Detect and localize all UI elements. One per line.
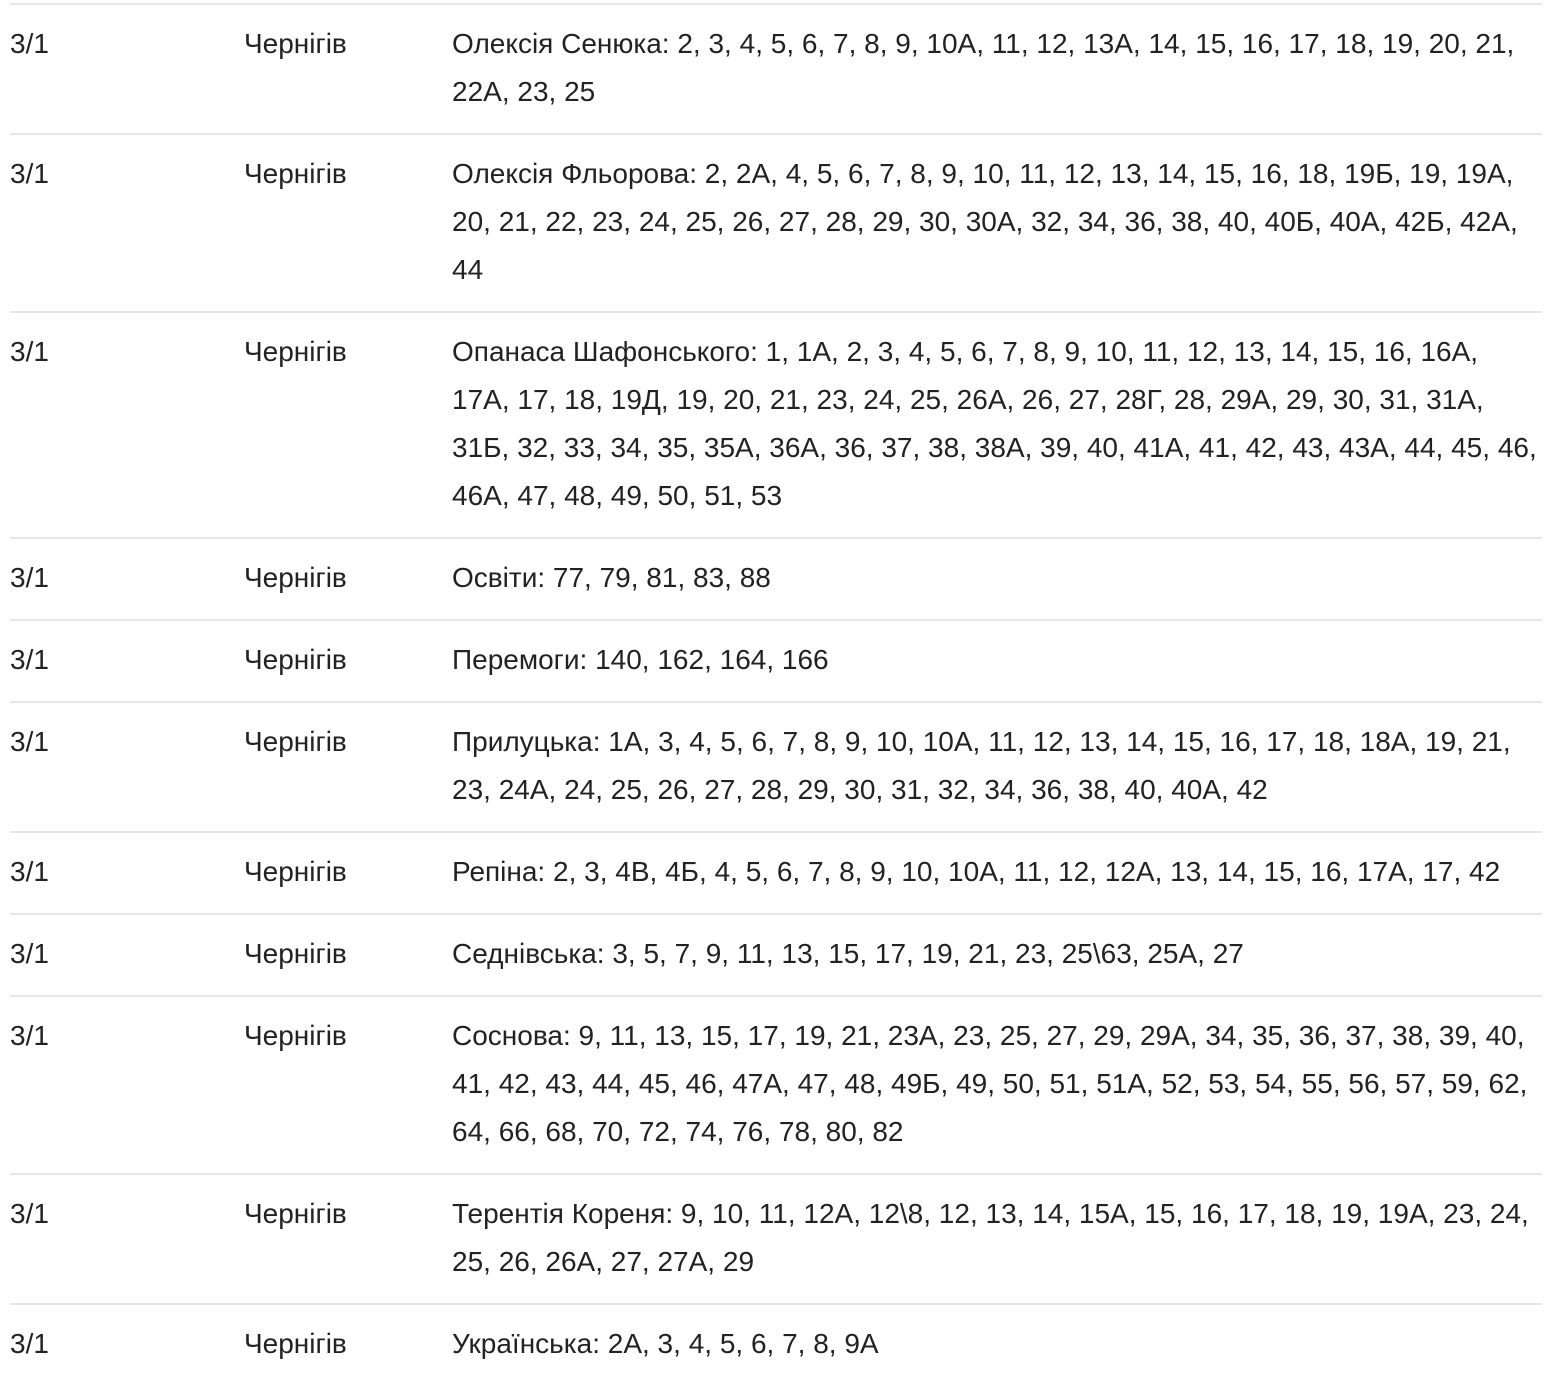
queue-group-cell: 3/1 — [10, 832, 244, 914]
addresses-cell: Седнівська: 3, 5, 7, 9, 11, 13, 15, 17, 19, 21, 23, 25\63, 25А, 27 — [452, 914, 1542, 996]
table-row — [10, 134, 1542, 312]
addresses-cell: Терентія Кореня: 9, 10, 11, 12А, 12\8, 12, 13, 14, 15А, 15, 16, 17, 18, 19, 19А, 23, 24, 25, 26, 26А, 27, 27А, 29 — [452, 1174, 1542, 1304]
addresses-cell: Опанаса Шафонського: 1, 1А, 2, 3, 4, 5, 6, 7, 8, 9, 10, 11, 12, 13, 14, 15, 16, 16А, 17А, 17, 18, 19Д, 19, 20, 21, 23, 24, 25, 26А, 26, 27, 28Г, 28, 29А, 29, 30, 31, 31А, 31Б, 32, 33, 34, 35, 35А, 36А, 36, 37, 38, 38А, 39, 40, 41А, 41, 42, 43, 43А, 44, 45, 46, 46А, 47, 48, 49, 50, 51, 53 — [452, 312, 1542, 538]
city-cell: Чернігів — [244, 832, 452, 914]
city-cell: Чернігів — [244, 1328, 347, 1359]
queue-group-cell: 3/1 — [10, 312, 244, 538]
table-row — [10, 1304, 1542, 1385]
table-row — [10, 312, 1542, 538]
queue-group-cell: 3/1 — [10, 1174, 244, 1304]
queue-group-cell: 3/1 — [10, 996, 244, 1174]
outage-schedule-table — [10, 3, 1542, 1385]
table-row — [10, 620, 1542, 702]
addresses-cell: Перемоги: 140, 162, 164, 166 — [452, 620, 1542, 702]
table-row — [10, 4, 1542, 134]
addresses-cell: Репіна: 2, 3, 4В, 4Б, 4, 5, 6, 7, 8, 9, 10, 10А, 11, 12, 12А, 13, 14, 15, 16, 17А, 17, 42 — [452, 832, 1542, 914]
city-cell: Чернігів — [244, 914, 452, 996]
addresses-cell: Соснова: 9, 11, 13, 15, 17, 19, 21, 23А, 23, 25, 27, 29, 29А, 34, 35, 36, 37, 38, 39, 40, 41, 42, 43, 44, 45, 46, 47А, 47, 48, 49Б, 49, 50, 51, 51А, 52, 53, 54, 55, 56, 57, 59, 62, 64, 66, 68, 70, 72, 74, 76, 78, 80, 82 — [452, 996, 1542, 1174]
addresses-cell: Прилуцька: 1А, 3, 4, 5, 6, 7, 8, 9, 10, 10А, 11, 12, 13, 14, 15, 16, 17, 18, 18А, 19, 21, 23, 24А, 24, 25, 26, 27, 28, 29, 30, 31, 32, 34, 36, 38, 40, 40А, 42 — [452, 702, 1542, 832]
addresses-cell: Освіти: 77, 79, 81, 83, 88 — [452, 538, 1542, 620]
table-row — [10, 832, 1542, 914]
addresses-cell: Олексія Фльорова: 2, 2А, 4, 5, 6, 7, 8, 9, 10, 11, 12, 13, 14, 15, 16, 18, 19Б, 19, 19А, 20, 21, 22, 23, 24, 25, 26, 27, 28, 29, 30, 30А, 32, 34, 36, 38, 40, 40Б, 40А, 42Б, 42А, 44 — [452, 134, 1542, 312]
table-row — [10, 702, 1542, 832]
addresses-cell: Українська: 2А, 3, 4, 5, 6, 7, 8, 9А — [452, 1328, 879, 1359]
city-cell: Чернігів — [244, 4, 452, 134]
queue-group-cell: 3/1 — [10, 702, 244, 832]
table-row — [10, 996, 1542, 1174]
city-cell: Чернігів — [244, 996, 452, 1174]
city-cell: Чернігів — [244, 620, 452, 702]
city-cell: Чернігів — [244, 134, 452, 312]
city-cell: Чернігів — [244, 312, 452, 538]
queue-group-cell: 3/1 — [10, 620, 244, 702]
table-row — [10, 914, 1542, 996]
queue-group-cell: 3/1 — [10, 4, 244, 134]
city-cell: Чернігів — [244, 1174, 452, 1304]
table-row — [10, 1174, 1542, 1304]
queue-group-cell: 3/1 — [10, 538, 244, 620]
queue-group-cell: 3/1 — [10, 134, 244, 312]
queue-group-cell: 3/1 — [10, 1328, 49, 1359]
city-cell: Чернігів — [244, 538, 452, 620]
addresses-cell: Олексія Сенюка: 2, 3, 4, 5, 6, 7, 8, 9, 10А, 11, 12, 13А, 14, 15, 16, 17, 18, 19, 20, 21, 22А, 23, 25 — [452, 4, 1542, 134]
table-row — [10, 538, 1542, 620]
city-cell: Чернігів — [244, 702, 452, 832]
queue-group-cell: 3/1 — [10, 914, 244, 996]
